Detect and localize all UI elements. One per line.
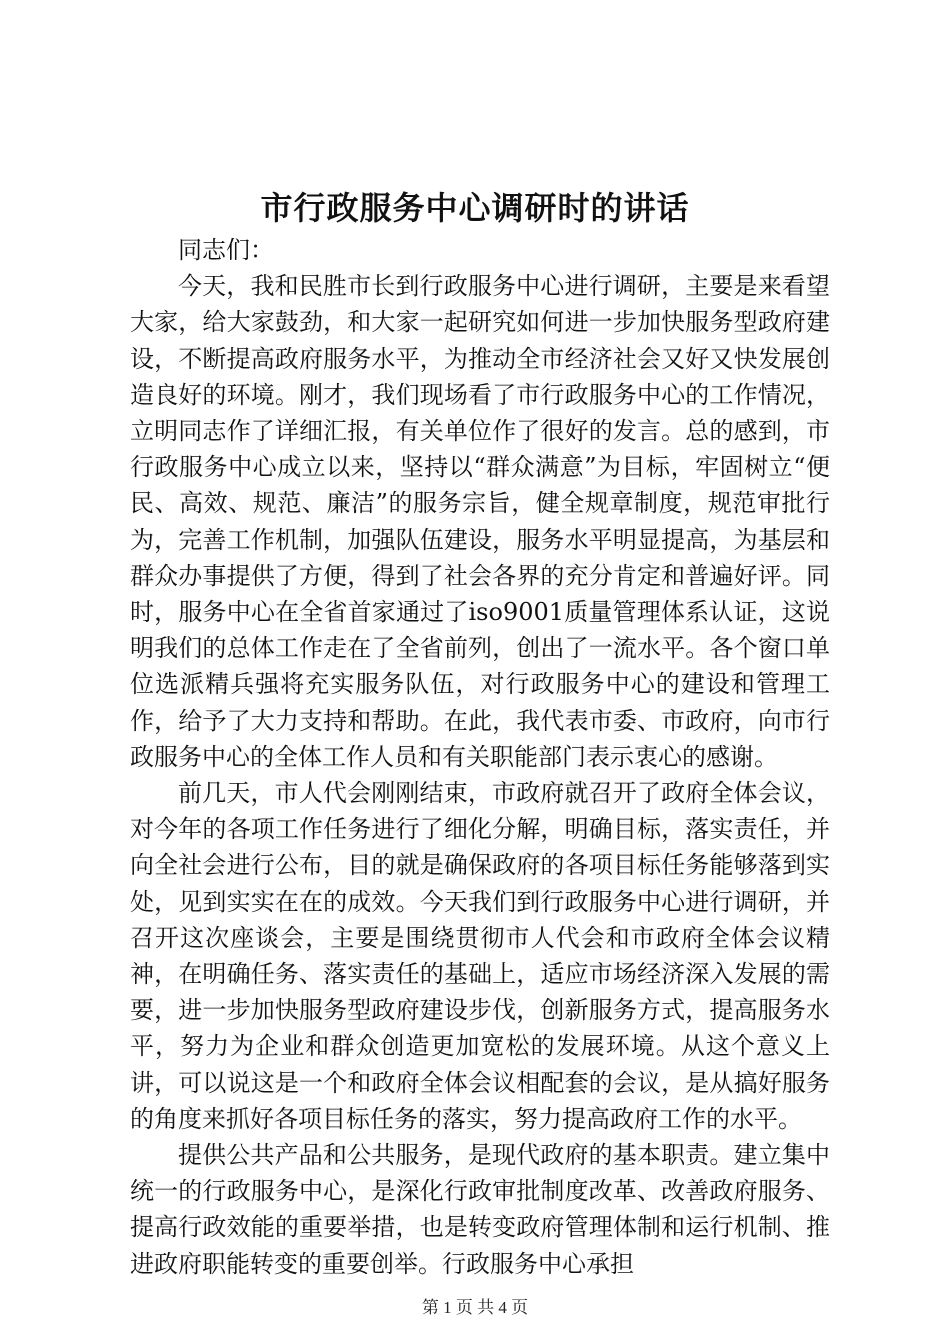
paragraph-3: 提供公共产品和公共服务，是现代政府的基本职责。建立集中统一的行政服务中心，是深化行政审批制度改革、改善政府服务、提高行政效能的重要举措，也是转变政府管理体制和运行机制、推进政府职能转变的重要创举。行政服务中心承担 [130,1141,830,1278]
paragraph-2: 前几天，市人代会刚刚结束，市政府就召开了政府全体会议，对今年的各项工作任务进行了细化分解，明确目标，落实责任，并向全社会进行公布，目的就是确保政府的各项目标任务能够落到实处，见到实实在在的成效。今天我们到行政服务中心进行调研，并召开这次座谈会，主要是围绕贯彻市人代会和市政府全体会议精神，在明确任务、落实责任的基础上，适应市场经济深入发展的需要，进一步加快服务型政府建设步伐，创新服务方式，提高服务水平，努力为企业和群众创造更加宽松的发展环境。从这个意义上讲，可以说这是一个和政府全体会议相配套的会议，是从搞好服务的角度来抓好各项目标任务的落实，努力提高政府工作的水平。 [130,779,830,1133]
page-title: 市行政服务中心调研时的讲话 [260,189,690,227]
paragraph-1: 今天，我和民胜市长到行政服务中心进行调研，主要是来看望大家，给大家鼓劲，和大家一起研究如何进一步加快服务型政府建设，不断提高政府服务水平，为推动全市经济社会又好又快发展创造良好的环境。刚才，我们现场看了市行政服务中心的工作情况，立明同志作了详细汇报，有关单位作了很好的发言。总的感到，市行政服务中心成立以来，坚持以“群众满意”为目标，牢固树立“便民、高效、规范、廉洁”的服务宗旨，健全规章制度，规范审批行为，完善工作机制，加强队伍建设，服务水平明显提高，为基层和群众办事提供了方便，得到了社会各界的充分肯定和普遍好评。同时，服务中心在全省首家通过了iso9001质量管理体系认证，这说明我们的总体工作走在了全省前列，创出了一流水平。各个窗口单位选派精兵强将充实服务队伍，对行政服务中心的建设和管理工作，给予了大力支持和帮助。在此，我代表市委、市政府，向市行政服务中心的全体工作人员和有关职能部门表示衷心的感谢。 [130,272,830,771]
salutation: 同志们： [178,236,274,264]
document-body [130,232,830,1282]
page-number-footer: 第 1 页 共 4 页 [421,1298,529,1317]
